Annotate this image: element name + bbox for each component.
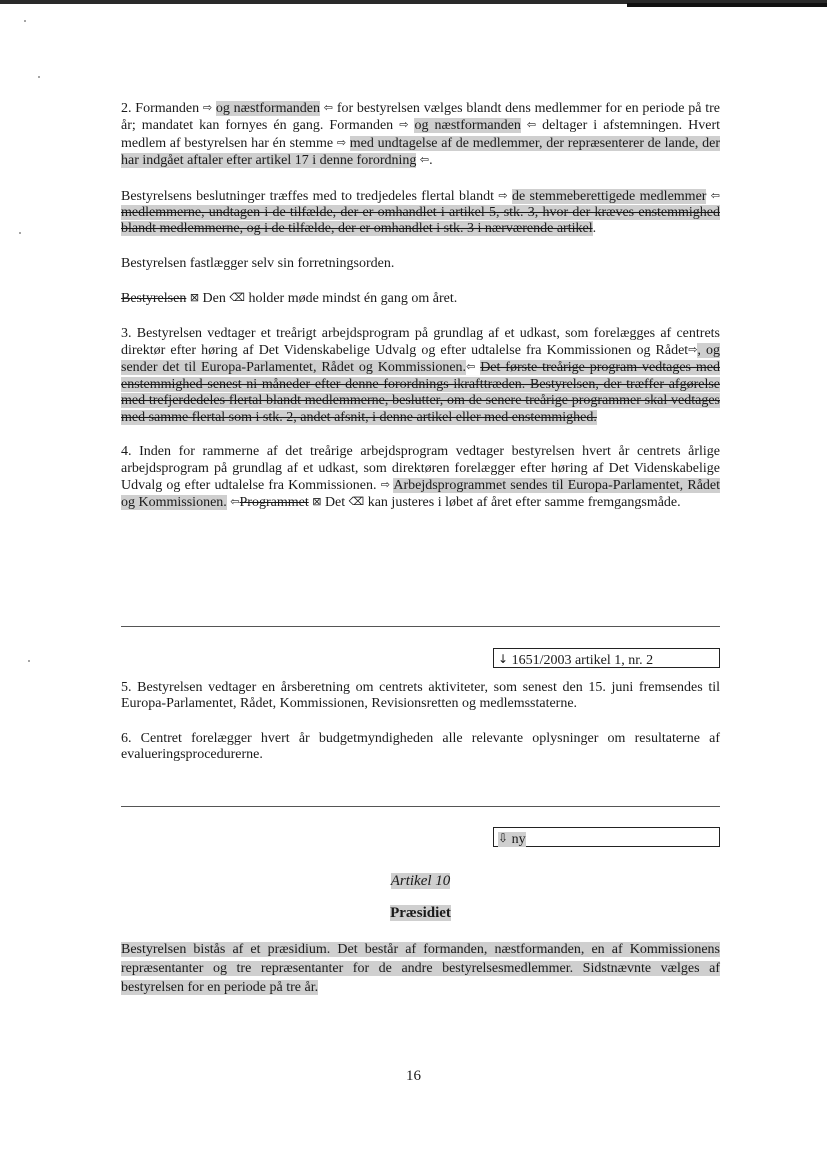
new-marker <box>498 832 526 847</box>
paragraph-meeting <box>121 290 720 307</box>
inserted-text: med undtagelse af de medlemmer, der repræsenterer de lande, der har indgået aftaler efter artikel 17 i denne forordning <box>121 135 721 169</box>
paragraph-4 <box>121 444 720 512</box>
text: 2. Formanden <box>121 101 200 116</box>
insert-open-marker: ⇨ <box>498 188 508 202</box>
article-body <box>121 940 720 1015</box>
text: 4. Inden for rammerne af det treårige arbejdsprogram vedtager bestyrelsen hvert år centrets årlige arbejdsprogram på grundlag af et udkast, som direktøren forelægger efter høring af Det Videnskabelige Udvalg og efter udtalelse fra Kommissionen. <box>121 444 720 493</box>
insert-close-marker: ⇦ <box>419 153 430 167</box>
down-arrow-icon: ↓ <box>498 652 509 666</box>
article-paragraph <box>121 940 720 997</box>
page-number: 16 <box>406 1068 421 1084</box>
outline-down-arrow-icon: ⇩ <box>498 831 509 845</box>
insert-open-marker: ⇨ <box>688 343 698 357</box>
text: deltager i afstemningen. Hvert medlem af bestyrelsen har én stemme <box>121 118 721 151</box>
text: holder møde mindst én gang om året. <box>248 291 458 307</box>
text: 3. Bestyrelsen vedtager et treårigt arbejdsprogram på grundlag af et udkast, som forelægges af centrets direktør efter høring af Det Videnskabelige Udvalg og efter udtalelse fra Kommissionen og Rådet <box>121 325 720 359</box>
insert-close-marker: ⇦ <box>230 495 240 509</box>
insert-close-marker: ⇦ <box>526 118 537 132</box>
deleted-text: medlemmerne, undtagen i de tilfælde, der er omhandlet i artikel 5, stk. 3, hvor der kræves enstemmighed blandt medlemmerne, og i de tilfælde, der er omhandlet i stk. 3 i nærværende artikel <box>121 205 720 237</box>
paragraph-3 <box>121 326 720 426</box>
insert-open-marker: ⇨ <box>336 135 347 149</box>
inserted-text: og næstformanden <box>215 101 320 116</box>
section-divider <box>121 806 720 807</box>
text: kan justeres i løbet af året efter samme fremgangsmåde. <box>367 495 681 511</box>
scan-top-border-dark <box>627 3 827 7</box>
reference-label: ny <box>511 832 526 847</box>
insert-close-marker: ⇦ <box>710 188 721 202</box>
replace-open-marker: ⊠ <box>189 291 200 305</box>
insert-open-marker: ⇨ <box>380 477 390 491</box>
document-body-lower <box>121 680 720 782</box>
document-body <box>121 100 720 530</box>
inserted-text: de stemmeberettigede medlemmer <box>511 188 707 204</box>
inserted-text: Arbejdsprogrammet sendes til Europa-Parlamentet, Rådet og Kommissionen. <box>121 477 721 511</box>
paragraph-2: 2. Formanden ⇨ og næstformanden ⇦ for bestyrelsen vælges blandt dens medlemmer for en periode på tre år; mandatet kan fornyes én gang. Formanden ⇨ og næstformanden ⇦ deltager i afstemningen. Hvert medlem af bestyrelsen har én stemme ⇨ med undtagelse af de medlemmer, der repræsenterer de lande, der har indgået aftaler efter artikel 17 i denne forordning ⇦. <box>121 101 721 169</box>
new-reference-box <box>493 827 720 847</box>
scan-speck <box>28 660 30 662</box>
scan-speck <box>19 232 21 234</box>
paragraph-5: 5. Bestyrelsen vedtager en årsberetning om centrets aktiviteter, som senest den 15. juni fremsendes til Europa-Parlamentet, Rådet, Kommissionen, Revisionsretten og medlemsstaterne. <box>121 680 720 712</box>
article-title <box>121 905 720 922</box>
text: Den <box>202 291 226 307</box>
article-number-text: Artikel 10 <box>390 873 451 889</box>
reference-label: 1651/2003 artikel 1, nr. 2 <box>511 653 654 668</box>
insert-open-marker: ⇨ <box>202 101 213 114</box>
insert-close-marker: ⇦ <box>323 101 334 114</box>
replace-close-marker: ⌫ <box>229 291 245 305</box>
paragraph-decisions <box>121 188 720 238</box>
deleted-text: Programmet <box>239 495 309 511</box>
inserted-text: og næstformanden <box>414 118 521 134</box>
text: Bestyrelsens beslutninger træffes med to tredjedeles flertal blandt <box>121 188 495 204</box>
insert-open-marker: ⇨ <box>399 118 409 132</box>
inserted-text: Bestyrelsen bistås af et præsidium. Det består af formanden, næstformanden, en af Kommissionens repræsentanter og tre repræsentanter for de andre bestyrelsesmedlemmer. Sidstnævnte vælges af bestyrelsen for en periode på tre år. <box>121 942 720 995</box>
replace-close-marker: ⌫ <box>348 495 365 509</box>
source-reference-box <box>493 648 720 668</box>
inserted-text: , og sender det til Europa-Parlamentet, Rådet og Kommissionen. <box>121 343 720 376</box>
paragraph-6: 6. Centret forelægger hvert år budgetmyndigheden alle relevante oplysninger om resultaterne af evalueringsprocedurerne. <box>121 730 720 763</box>
scan-speck <box>38 76 40 78</box>
text: . <box>592 221 597 237</box>
deleted-text: Det første treårige program vedtages med enstemmighed senest ni måneder efter denne forordnings ikrafttræden. Bestyrelsen, der træffer afgørelse med trefjerdedeles flertal blandt medlemmerne, beslutter, om de senere treårige programmer skal vedtages med samme flertal som i stk. 2, andet afsnit, i denne artikel eller med enstemmighed. <box>121 360 720 425</box>
insert-close-marker: ⇦ <box>466 360 476 374</box>
paragraph-rules: Bestyrelsen fastlægger selv sin forretningsorden. <box>121 255 395 271</box>
text: for bestyrelsen vælges blandt dens medlemmer for en periode på tre år; mandatet kan fornyes én gang. Formanden <box>121 101 720 134</box>
text: Det <box>324 495 346 511</box>
scan-speck <box>24 20 26 22</box>
deleted-text: Bestyrelsen <box>121 291 187 307</box>
section-divider <box>121 626 720 627</box>
replace-open-marker: ⊠ <box>312 495 322 509</box>
article-title-text: Præsidiet <box>390 905 451 921</box>
article-number <box>121 873 720 890</box>
